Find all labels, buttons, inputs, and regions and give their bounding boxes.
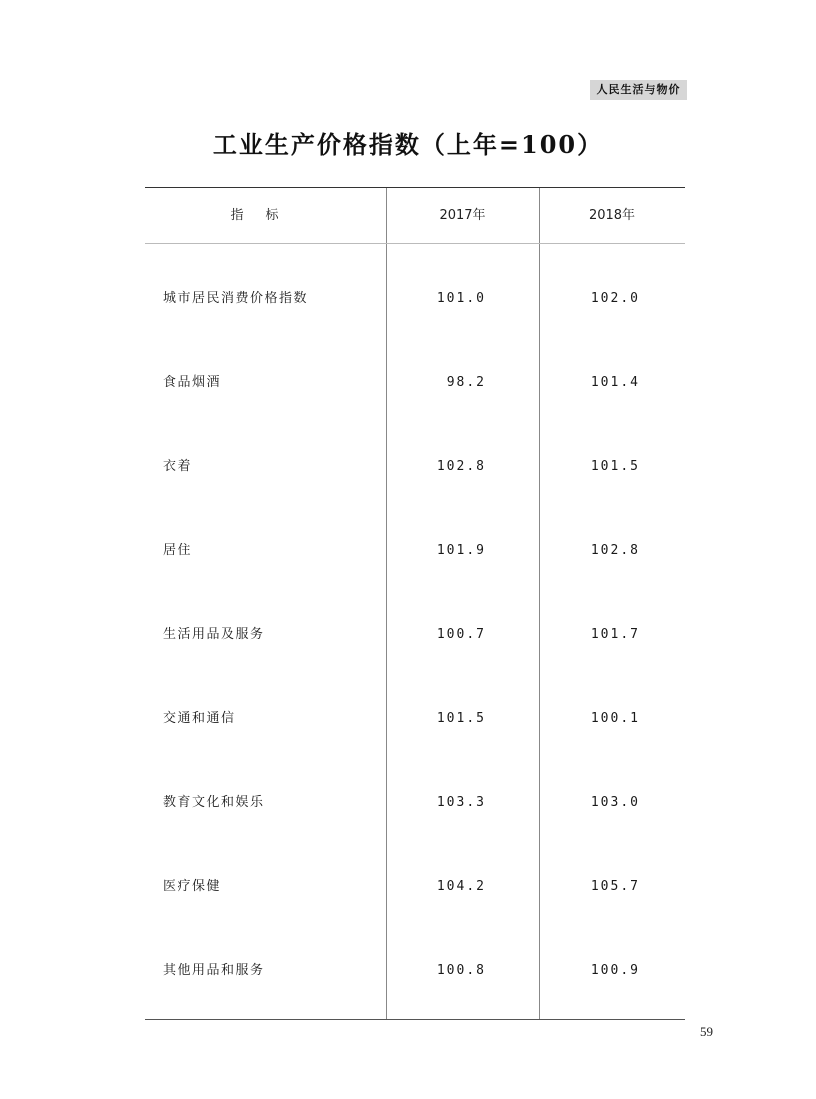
value-2018: 100.1 (590, 711, 640, 726)
value-2017: 100.8 (436, 963, 486, 978)
value-2017: 100.7 (436, 627, 486, 642)
table-header-row (145, 188, 685, 244)
table-row (145, 580, 685, 664)
row-label: 衣着 (163, 459, 193, 474)
section-tag: 人民生活与物价 (590, 80, 687, 100)
price-index-table (145, 187, 685, 1020)
table-row (145, 412, 685, 496)
table-row (145, 748, 685, 832)
value-2018: 101.7 (590, 627, 640, 642)
page-title: 工业生产价格指数（上年=100） (212, 130, 604, 159)
row-label: 生活用品及服务 (163, 627, 265, 642)
value-2018: 102.0 (590, 291, 640, 306)
value-2017: 102.8 (436, 459, 486, 474)
value-2017: 103.3 (436, 795, 486, 810)
table-row (145, 664, 685, 748)
row-label: 城市居民消费价格指数 (163, 291, 309, 306)
value-2017: 104.2 (436, 879, 486, 894)
row-label: 居住 (163, 543, 193, 558)
row-label: 交通和通信 (163, 711, 236, 726)
value-2018: 100.9 (590, 963, 640, 978)
value-2018: 101.4 (590, 375, 640, 390)
value-2018: 101.5 (590, 459, 640, 474)
value-2018: 103.0 (590, 795, 640, 810)
table-row (145, 916, 685, 1000)
value-2018: 105.7 (590, 879, 640, 894)
table-row (145, 832, 685, 916)
table-row (145, 328, 685, 412)
row-label: 医疗保健 (163, 879, 222, 894)
header-2017: 2017年 (439, 208, 486, 223)
page-number: 59 (700, 1024, 713, 1039)
table-row (145, 244, 685, 328)
value-2017: 101.9 (436, 543, 486, 558)
value-2017: 101.5 (436, 711, 486, 726)
value-2017: 101.0 (436, 291, 486, 306)
row-label: 食品烟酒 (163, 375, 222, 390)
value-2017: 98.2 (446, 375, 486, 390)
row-label: 其他用品和服务 (163, 963, 265, 978)
header-indicator: 指标 (230, 208, 301, 223)
table-body (145, 244, 685, 1000)
value-2018: 102.8 (590, 543, 640, 558)
header-2018: 2018年 (588, 208, 636, 223)
table-row (145, 496, 685, 580)
row-label: 教育文化和娱乐 (163, 795, 265, 810)
